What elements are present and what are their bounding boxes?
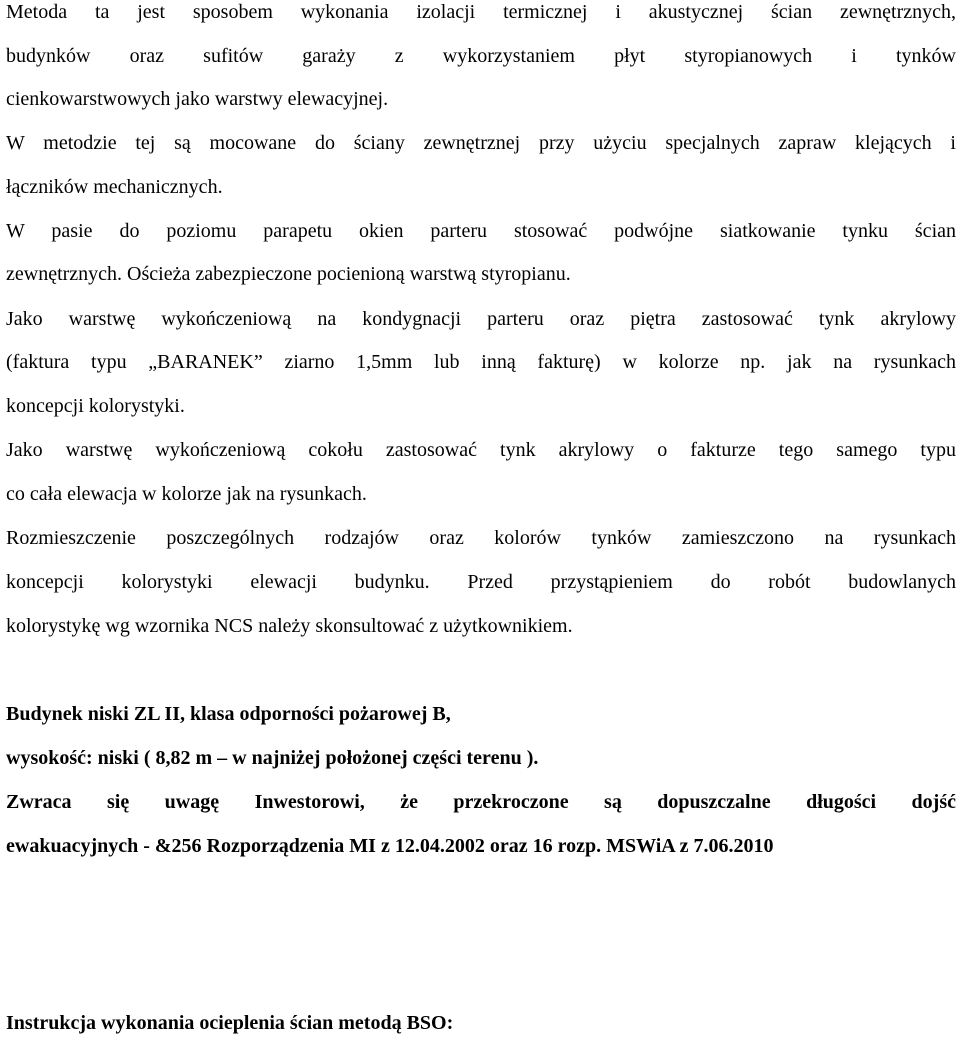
paragraph-line: Metoda ta jest sposobem wykonania izolacji termicznej i akustycznej ścian zewnętrznych, (6, 1, 956, 23)
paragraph-line: co cała elewacja w kolorze jak na rysunkach. (6, 483, 367, 505)
paragraph-line: Rozmieszczenie poszczególnych rodzajów oraz kolorów tynków zamieszczono na rysunkach (6, 527, 956, 549)
paragraph-line: budynków oraz sufitów garaży z wykorzystaniem płyt styropianowych i tynków (6, 45, 956, 67)
paragraph-line: łączników mechanicznych. (6, 176, 223, 198)
paragraph-line: W metodzie tej są mocowane do ściany zewnętrznej przy użyciu specjalnych zapraw klejących i (6, 132, 956, 154)
building-height-line: wysokość: niski ( 8,82 m – w najniżej położonej części terenu ). (6, 747, 539, 769)
paragraph-line: koncepcji kolorystyki elewacji budynku. Przed przystąpieniem do robót budowlanych (6, 571, 956, 593)
notice-line: Zwraca się uwagę Inwestorowi, że przekroczone są dopuszczalne długości dojść (6, 791, 956, 813)
paragraph-line: zewnętrznych. Ościeża zabezpieczone pocienioną warstwą styropianu. (6, 263, 571, 285)
paragraph-line: cienkowarstwowych jako warstwy elewacyjnej. (6, 88, 389, 110)
notice-line: ewakuacyjnych - &256 Rozporządzenia MI z 12.04.2002 oraz 16 rozp. MSWiA z 7.06.2010 (6, 835, 774, 857)
paragraph-line: kolorystykę wg wzornika NCS należy skonsultować z użytkownikiem. (6, 615, 573, 637)
paragraph-line: koncepcji kolorystyki. (6, 395, 185, 417)
section-heading: Instrukcja wykonania ocieplenia ścian metodą BSO: (6, 1012, 454, 1034)
paragraph-line: Jako warstwę wykończeniową na kondygnacji parteru oraz piętra zastosować tynk akrylowy (6, 308, 956, 330)
paragraph-line: Jako warstwę wykończeniową cokołu zastosować tynk akrylowy o fakturze tego samego typu (6, 439, 956, 461)
paragraph-line: W pasie do poziomu parapetu okien parteru stosować podwójne siatkowanie tynku ścian (6, 220, 956, 242)
paragraph-line: (faktura typu „BARANEK” ziarno 1,5mm lub inną fakturę) w kolorze np. jak na rysunkach (6, 351, 956, 373)
building-class-line: Budynek niski ZL II, klasa odporności pożarowej B, (6, 703, 451, 725)
